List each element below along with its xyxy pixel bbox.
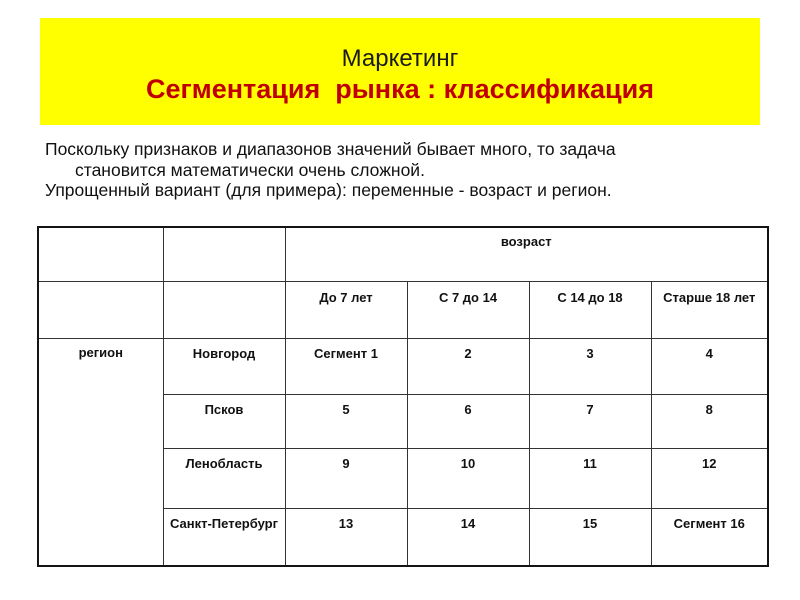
age-column-header: До 7 лет (285, 281, 407, 338)
paragraph-2: Упрощенный вариант (для примера): переменные - возраст и регион. (45, 180, 612, 200)
segment-cell: 3 (529, 338, 651, 394)
segment-cell: 4 (651, 338, 768, 394)
region-row-header: Ленобласть (163, 448, 285, 508)
age-column-header: С 7 до 14 (407, 281, 529, 338)
segment-cell: 6 (407, 394, 529, 448)
segment-cell: 5 (285, 394, 407, 448)
empty-cell (163, 227, 285, 281)
segment-cell: Сегмент 1 (285, 338, 407, 394)
segment-cell: 10 (407, 448, 529, 508)
segment-cell: Сегмент 16 (651, 508, 768, 566)
segment-cell: 15 (529, 508, 651, 566)
empty-cell (38, 281, 163, 338)
segment-cell: 8 (651, 394, 768, 448)
table-row (38, 227, 768, 281)
region-row-header: Новгород (163, 338, 285, 394)
age-column-header: С 14 до 18 (529, 281, 651, 338)
segment-cell: 12 (651, 448, 768, 508)
region-group-header: регион (38, 338, 163, 566)
table-row (38, 338, 768, 394)
segment-cell: 14 (407, 508, 529, 566)
region-row-header: Псков (163, 394, 285, 448)
segment-cell: 9 (285, 448, 407, 508)
paragraph-1 (45, 139, 760, 180)
empty-cell (38, 227, 163, 281)
segment-cell: 7 (529, 394, 651, 448)
paragraph-1-line-2: становится математически очень сложной. (75, 159, 425, 180)
empty-cell (163, 281, 285, 338)
age-column-header: Старше 18 лет (651, 281, 768, 338)
body-text-block (45, 139, 760, 201)
segment-cell: 13 (285, 508, 407, 566)
age-group-header: возраст (285, 227, 768, 281)
title-banner (40, 18, 760, 125)
table-row (38, 281, 768, 338)
segmentation-table (37, 226, 769, 567)
region-row-header: Санкт-Петербург (163, 508, 285, 566)
slide-subtitle: Сегментация рынка : классификация (146, 74, 654, 104)
slide-title: Маркетинг (341, 45, 459, 72)
segment-cell: 2 (407, 338, 529, 394)
segment-cell: 11 (529, 448, 651, 508)
paragraph-1-line-1: Поскольку признаков и диапазонов значений бывает много, то задача (45, 139, 616, 159)
